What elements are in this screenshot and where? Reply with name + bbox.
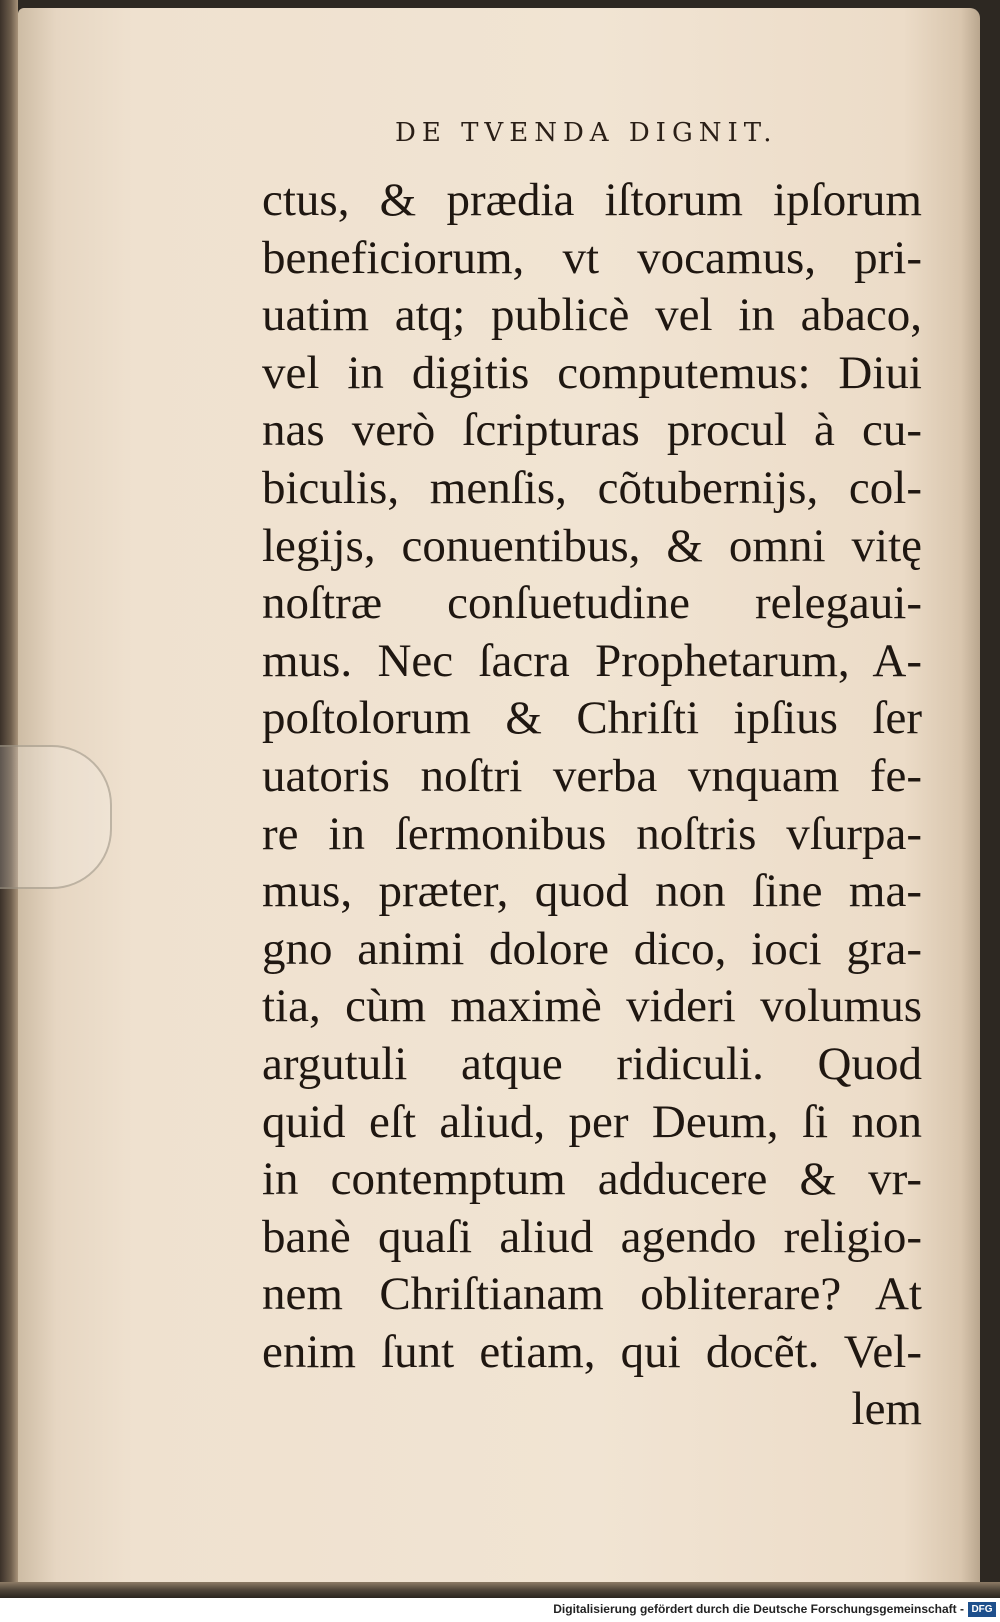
dfg-logo-icon: DFG [968,1602,996,1617]
page-clip [0,745,112,889]
text-line: mus. Nec ſacra Prophetarum, A- [262,634,922,687]
text-line: noſtræ conſuetudine relegaui- [262,577,922,630]
text-line: gno animi dolore dico, ioci gra- [262,922,922,975]
body-text [262,172,922,1439]
text-line: legijs, conuentibus, & omni vitę [262,519,922,572]
text-line: enim ſunt etiam, qui docẽt. Vel- [262,1325,922,1378]
text-line: poſtolorum & Chriſti ipſius ſer [262,692,922,745]
text-line: vel in digitis computemus: Diui [262,346,922,399]
catchword: lem [851,1383,922,1436]
text-line: nem Chriſtianam obliterare? At [262,1268,922,1321]
text-line: ctus, & prædia iſtorum ipſorum [262,174,922,226]
funding-credit: Digitalisierung gefördert durch die Deutsche Forschungsgemeinschaft - [553,1602,964,1616]
text-line: beneficiorum, vt vocamus, pri- [262,231,922,284]
text-line: mus, præter, quod non ſine ma- [262,865,922,918]
page-edge [0,1582,1000,1598]
text-line: argutuli atque ridiculi. Quod [262,1037,922,1090]
digitization-footer [0,1598,1000,1622]
text-line: uatoris noſtri verba vnquam fe- [262,749,922,802]
text-line: re in ſermonibus noſtris vſurpa- [262,807,922,860]
text-line: tia, cùm maximè videri volumus [262,980,922,1033]
running-head: DE TVENDA DIGNIT. [395,118,778,148]
text-line: quid eſt aliud, per Deum, ſi non [262,1095,922,1148]
text-line: biculis, menſis, cõtubernijs, col- [262,461,922,514]
text-line: banè quaſi aliud agendo religio- [262,1210,922,1263]
text-line: uatim atq; publicè vel in abaco, [262,289,922,342]
text-line: nas verò ſcripturas procul à cu- [262,404,922,457]
text-line: in contemptum adducere & vr- [262,1153,922,1206]
